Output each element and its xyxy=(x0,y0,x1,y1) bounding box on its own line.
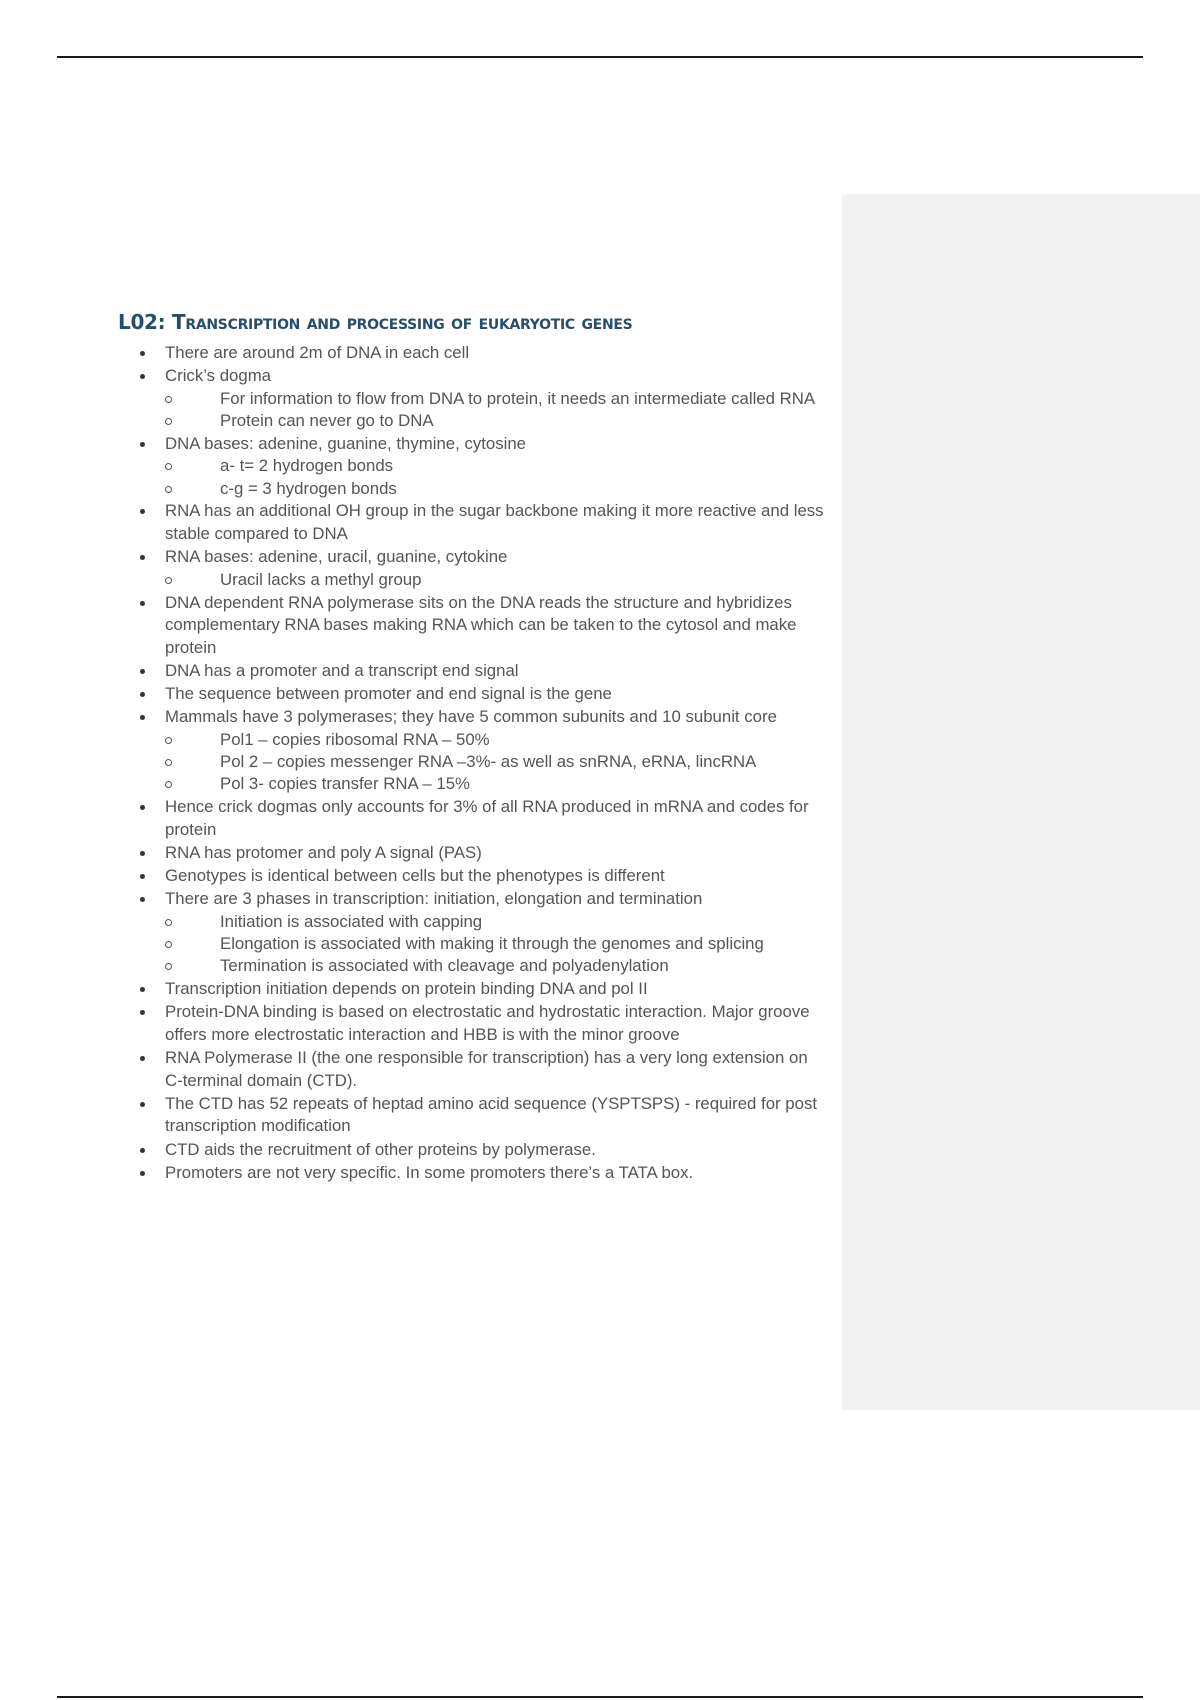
sub-bullet-item: Elongation is associated with making it through the genomes and splicing xyxy=(165,933,830,955)
bullet-text: DNA has a promoter and a transcript end signal xyxy=(165,660,519,680)
bullet-text: RNA Polymerase II (the one responsible for transcription) has a very long extension on C-terminal domain (CTD). xyxy=(165,1048,808,1090)
header-rule xyxy=(57,56,1143,58)
bullet-item xyxy=(118,592,830,660)
bullet-text: The sequence between promoter and end signal is the gene xyxy=(165,684,612,704)
bullet-item xyxy=(118,1139,830,1162)
comment-margin-pane xyxy=(842,194,1200,1410)
sub-bullet-item: a- t= 2 hydrogen bonds xyxy=(165,455,830,477)
bullet-text: The CTD has 52 repeats of heptad amino acid sequence (YSPTSPS) - required for post transcription modification xyxy=(165,1093,818,1136)
sub-bullet-item: Initiation is associated with capping xyxy=(165,911,830,933)
sub-bullet-item: c-g = 3 hydrogen bonds xyxy=(165,478,830,500)
bullet-text: Crick’s dogma xyxy=(165,366,272,386)
bullet-item xyxy=(118,683,830,706)
bullet-item xyxy=(118,500,830,545)
bullet-item xyxy=(118,433,830,500)
sub-bullet-item: Protein can never go to DNA xyxy=(165,410,830,432)
bullet-item xyxy=(118,865,830,888)
sub-bullet-item: Uracil lacks a methyl group xyxy=(165,569,830,591)
sub-bullet-list xyxy=(165,455,830,499)
bullet-text: DNA bases: adenine, guanine, thymine, cytosine xyxy=(165,433,527,453)
bullet-item xyxy=(118,660,830,683)
sub-bullet-list xyxy=(165,388,830,432)
bullet-text: CTD aids the recruitment of other proteins by polymerase. xyxy=(165,1139,596,1159)
footer-rule xyxy=(57,1696,1143,1698)
sub-bullet-item: Pol 3- copies transfer RNA – 15% xyxy=(165,773,830,795)
sub-bullet-item: Termination is associated with cleavage and polyadenylation xyxy=(165,955,830,977)
bullet-text: Protein-DNA binding is based on electrostatic and hydrostatic interaction. Major groove offers more electrostatic interaction and HBB is with the minor groove xyxy=(165,1002,810,1044)
sub-bullet-list xyxy=(165,569,830,591)
bullet-text: Promoters are not very specific. In some promoters there’s a TATA box. xyxy=(165,1162,694,1182)
bullet-item xyxy=(118,546,830,591)
bullet-text: RNA bases: adenine, uracil, guanine, cytokine xyxy=(165,547,508,567)
sub-bullet-list xyxy=(165,729,830,796)
bullet-text: DNA dependent RNA polymerase sits on the DNA reads the structure and hybridizes complementary RNA bases making RNA which can be taken to the cytosol and make protein xyxy=(165,592,797,657)
sub-bullet-list xyxy=(165,911,830,978)
bullet-text: Mammals have 3 polymerases; they have 5 common subunits and 10 subunit core xyxy=(165,707,777,727)
bullet-item xyxy=(118,978,830,1001)
bullet-item xyxy=(118,706,830,795)
bullet-item xyxy=(118,888,830,977)
sub-bullet-item: For information to flow from DNA to protein, it needs an intermediate called RNA xyxy=(165,388,830,410)
bullet-item xyxy=(118,1162,830,1185)
bullet-item xyxy=(118,342,830,365)
bullet-text: There are around 2m of DNA in each cell xyxy=(165,343,470,362)
bullet-text: Hence crick dogmas only accounts for 3% of all RNA produced in mRNA and codes for protein xyxy=(165,797,809,839)
bullet-text: Transcription initiation depends on protein binding DNA and pol II xyxy=(165,979,648,999)
sub-bullet-item: Pol1 – copies ribosomal RNA – 50% xyxy=(165,729,830,751)
bullet-item xyxy=(118,1001,830,1046)
bullet-item xyxy=(118,365,830,432)
bullet-item xyxy=(118,842,830,865)
bullet-text: There are 3 phases in transcription: initiation, elongation and termination xyxy=(165,889,703,909)
bullet-list xyxy=(118,342,830,1184)
bullet-text: RNA has protomer and poly A signal (PAS) xyxy=(165,842,482,862)
document-body xyxy=(118,308,830,1185)
sub-bullet-item: Pol 2 – copies messenger RNA –3%- as well as snRNA, eRNA, lincRNA xyxy=(165,751,830,773)
bullet-item xyxy=(118,796,830,841)
bullet-text: RNA has an additional OH group in the sugar backbone making it more reactive and less stable compared to DNA xyxy=(165,501,824,543)
bullet-item xyxy=(118,1047,830,1092)
document-title: L02: Transcription and processing of eukaryotic genes xyxy=(118,310,633,334)
bullet-text: Genotypes is identical between cells but the phenotypes is different xyxy=(165,866,665,886)
bullet-item xyxy=(118,1093,830,1138)
